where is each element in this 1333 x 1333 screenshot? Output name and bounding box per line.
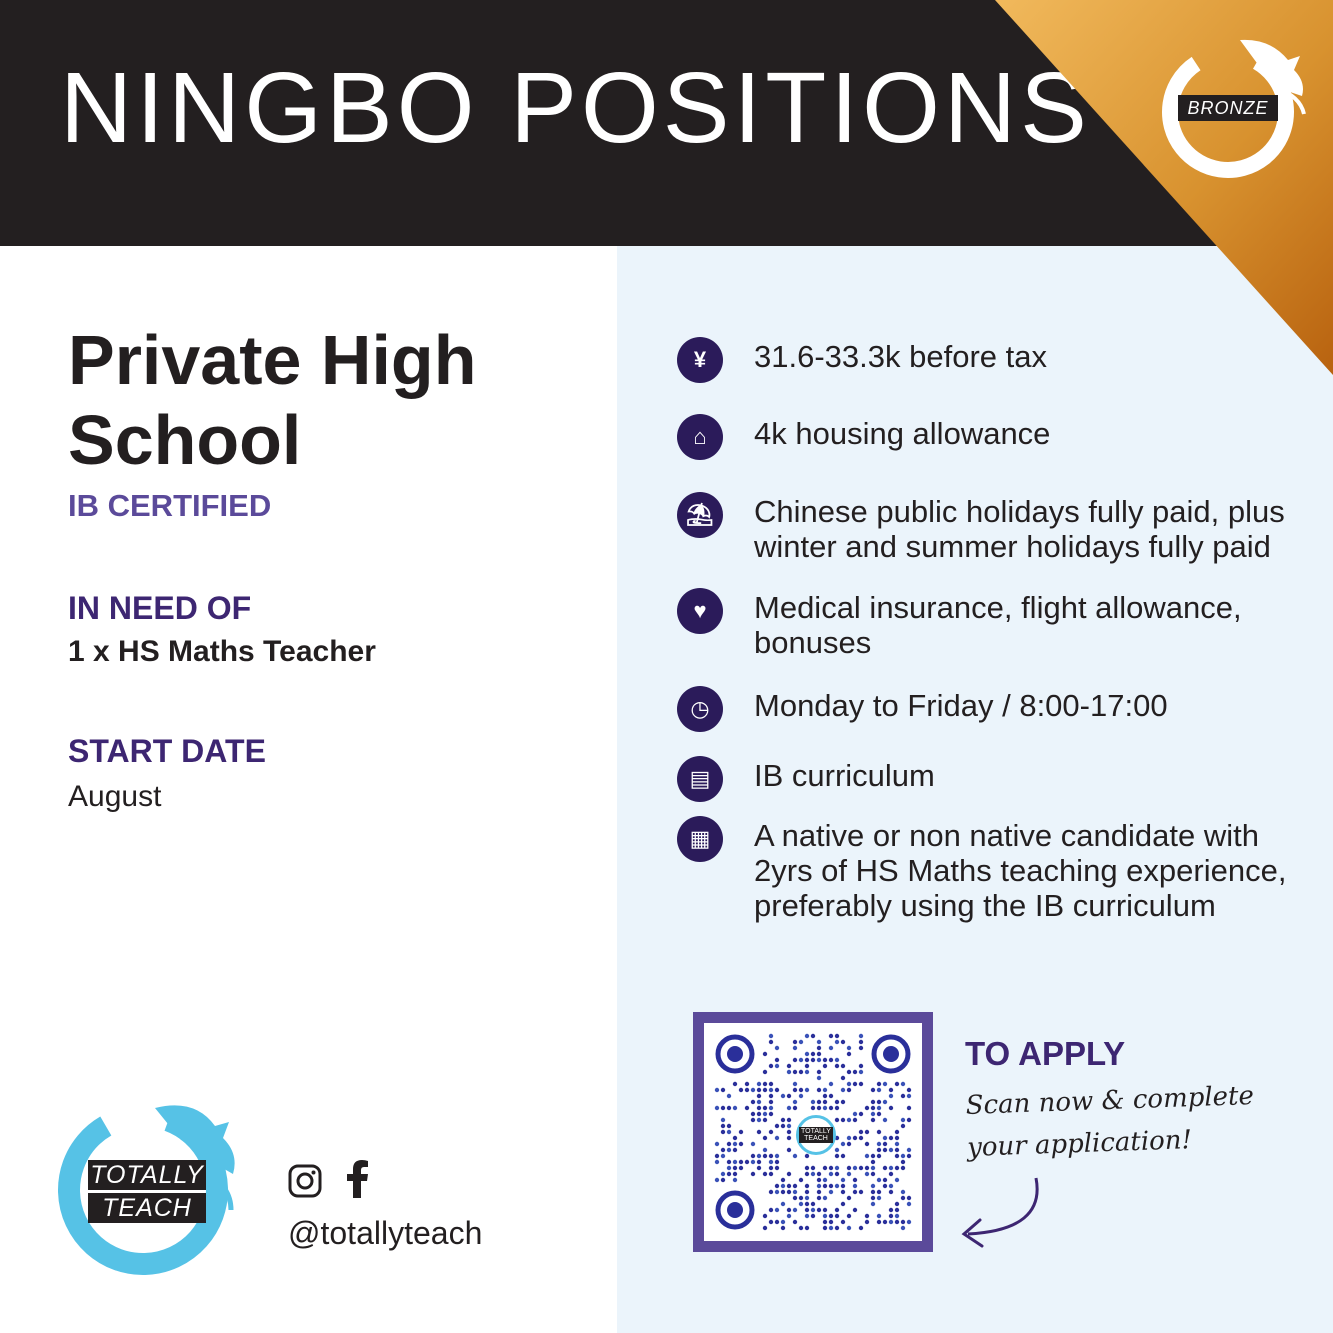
qr-center-label: TOTALLY TEACH: [799, 1127, 833, 1143]
apply-instructions: Scan now & complete your application!: [965, 1080, 1255, 1163]
certification-tag: IB CERTIFIED: [68, 488, 272, 523]
school-name: Private High School: [68, 321, 477, 479]
qr-code[interactable]: [693, 1012, 933, 1252]
badge-label: BRONZE: [1178, 95, 1278, 121]
book-icon: ▤: [677, 756, 723, 802]
start-date-value: August: [68, 780, 162, 813]
instagram-icon[interactable]: [288, 1164, 322, 1198]
facebook-icon[interactable]: [344, 1160, 370, 1198]
perk-text: Monday to Friday / 8:00-17:00: [754, 688, 1168, 723]
page-title: NINGBO POSITIONS: [60, 52, 1091, 164]
perk-text: 4k housing allowance: [754, 416, 1051, 451]
perk-text: Chinese public holidays fully paid, plus winter and summer holidays fully paid: [754, 494, 1285, 564]
need-value: 1 x HS Maths Teacher: [68, 635, 376, 668]
perk-text: IB curriculum: [754, 758, 935, 793]
clock-icon: ◷: [677, 686, 723, 732]
curved-arrow-icon: [950, 1170, 1050, 1260]
palm-tree-icon: ⛱: [677, 492, 723, 538]
qr-center-logo-icon: [796, 1115, 836, 1155]
house-icon: ⌂: [677, 414, 723, 460]
perk-text: 31.6-33.3k before tax: [754, 339, 1047, 374]
clipboard-icon: ▦: [677, 816, 723, 862]
logo-line-1: TOTALLY: [88, 1160, 206, 1190]
yen-icon: ¥: [677, 337, 723, 383]
need-label: IN NEED OF: [68, 590, 252, 626]
start-date-label: START DATE: [68, 733, 266, 769]
social-links: [288, 1160, 378, 1200]
social-handle[interactable]: @totallyteach: [288, 1215, 483, 1251]
perk-text: A native or non native candidate with 2yrs of HS Maths teaching experience, preferably using the IB curriculum: [754, 818, 1287, 923]
logo-wordmark: [88, 1160, 206, 1226]
perk-text: Medical insurance, flight allowance, bonuses: [754, 590, 1242, 660]
apply-title: TO APPLY: [965, 1035, 1126, 1072]
logo-line-2: TEACH: [88, 1193, 206, 1223]
heart-icon: ♥: [677, 588, 723, 634]
